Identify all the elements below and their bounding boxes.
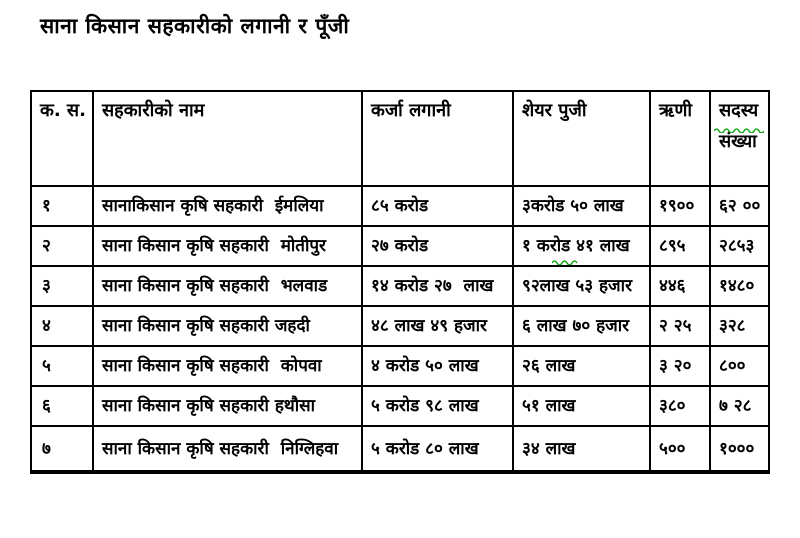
table-header-row: [31, 91, 769, 186]
cell-name: साना किसान कृषि सहकारी मोतीपुर: [93, 226, 362, 266]
cell-loan: ८५ करोड: [362, 186, 513, 226]
header-loan-investment: कर्जा लगानी: [362, 91, 513, 186]
cell-loan: ५ करोड ८० लाख: [362, 426, 513, 472]
cell-borrowers: ८९५: [650, 226, 710, 266]
cell-borrowers: २ २५: [650, 306, 710, 346]
header-member-count: सदस्य संख्या: [710, 91, 769, 186]
cell-loan: ४८ लाख ४९ हजार: [362, 306, 513, 346]
cell-name: साना किसान कृषि सहकारी निग्लिहवा: [93, 426, 362, 472]
cell-loan: ५ करोड ९८ लाख: [362, 386, 513, 426]
cell-serial: ५: [31, 346, 93, 386]
cell-share: २६ लाख: [513, 346, 650, 386]
cell-serial: १: [31, 186, 93, 226]
cell-name: साना किसान कृषि सहकारी भलवाड: [93, 266, 362, 306]
cell-borrowers: ५००: [650, 426, 710, 472]
cell-loan: १४ करोड २७ लाख: [362, 266, 513, 306]
cell-members: १०००: [710, 426, 769, 472]
cell-share: ३४ लाख: [513, 426, 650, 472]
cell-serial: ६: [31, 386, 93, 426]
table-row: [31, 386, 769, 426]
cell-borrowers: ४४६: [650, 266, 710, 306]
cell-members: ८००: [710, 346, 769, 386]
header-serial-number: क. स.: [31, 91, 93, 186]
cell-members: ६२ ००: [710, 186, 769, 226]
page-title: साना किसान सहकारीको लगानी र पूँजी: [40, 14, 350, 38]
table-row: [31, 346, 769, 386]
cell-serial: ४: [31, 306, 93, 346]
cell-members: २८५३: [710, 226, 769, 266]
cell-share: १ करोड ४१ लाख: [513, 226, 650, 266]
cell-serial: ३: [31, 266, 93, 306]
table-row: [31, 226, 769, 266]
table-row: [31, 306, 769, 346]
header-share-capital: शेयर पुजी: [513, 91, 650, 186]
cell-name: साना किसान कृषि सहकारी जहदी: [93, 306, 362, 346]
cell-members: ३२८: [710, 306, 769, 346]
cell-name: साना किसान कृषि सहकारी हथौसा: [93, 386, 362, 426]
cell-name: सानाकिसान कृषि सहकारी ईमलिया: [93, 186, 362, 226]
header-cooperative-name: सहकारीको नाम: [93, 91, 362, 186]
cell-share: ३करोड ५० लाख: [513, 186, 650, 226]
cell-borrowers: ३ २०: [650, 346, 710, 386]
cell-share: ५१ लाख: [513, 386, 650, 426]
cell-share: ६ लाख ७० हजार: [513, 306, 650, 346]
cell-name: साना किसान कृषि सहकारी कोपवा: [93, 346, 362, 386]
cell-loan: २७ करोड: [362, 226, 513, 266]
cell-share: ९२लाख ५३ हजार: [513, 266, 650, 306]
table-row: [31, 186, 769, 226]
header-borrowers: ऋणी: [650, 91, 710, 186]
table-row: [31, 266, 769, 306]
cell-members: १४८०: [710, 266, 769, 306]
table-row: [31, 426, 769, 472]
cell-serial: ७: [31, 426, 93, 472]
cell-borrowers: ३८०: [650, 386, 710, 426]
cell-serial: २: [31, 226, 93, 266]
cooperatives-table: [30, 90, 770, 474]
cell-borrowers: १९००: [650, 186, 710, 226]
cell-loan: ४ करोड ५० लाख: [362, 346, 513, 386]
cell-members: ७ २८: [710, 386, 769, 426]
